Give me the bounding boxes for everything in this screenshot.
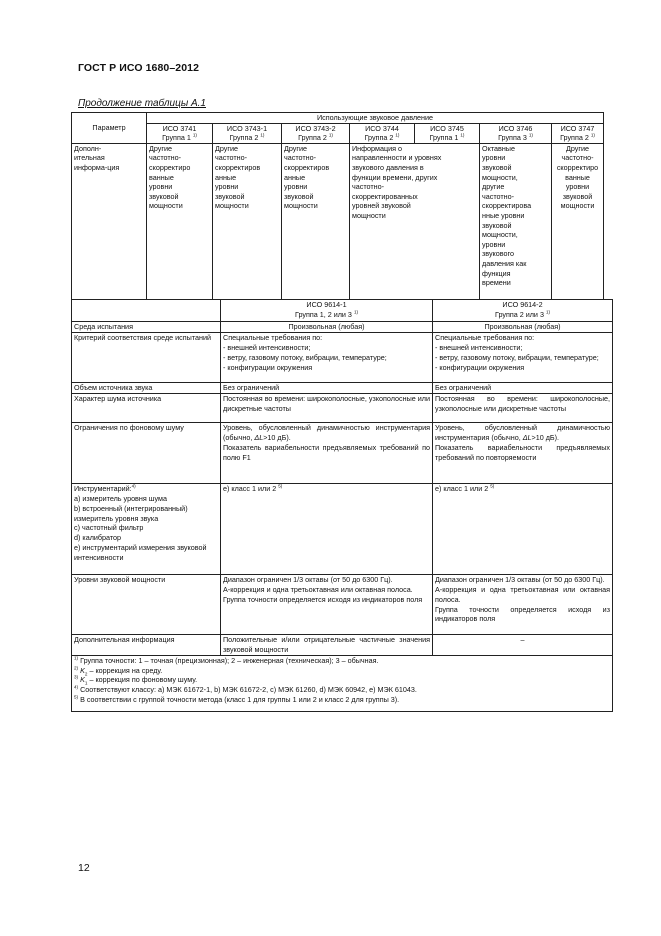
table-cell: Диапазон ограничен 1/3 октавы (от 50 до 6300 Гц). А-коррекция и одна третьоктавная или октавная полоса. Группа точности определяется исходя из индикаторов поля (433, 574, 613, 634)
table-cell: Уровень, обусловленный динамичностью инструментария (обычно, ΔL>10 дБ). Показатель вариабельности предъявляемых требований по повторяемости (433, 422, 613, 483)
table-cell: – (433, 634, 613, 655)
method-header: ИСО 3743-1 Группа 2 $^{1)}$ (213, 123, 282, 143)
param-header: Параметр (72, 113, 147, 144)
intensity-methods-table (71, 299, 613, 712)
empty-header (72, 300, 221, 322)
footnote: $^{1)}$ Группа точности: 1 – точная (прецизионная); 2 – инженерная (техническая); 3 – обычная. (74, 655, 379, 665)
row-label: Характер шума источника (72, 393, 221, 422)
table-cell: Произвольная (любая) (433, 322, 613, 333)
method-header: ИСО 3746 Группа 3 $^{1)}$ (480, 123, 552, 143)
table-cell: Специальные требования по: - внешней интенсивности; - ветру, газовому потоку, вибрации, температуре; - конфигурации окружения (433, 332, 613, 382)
table-cell: Без ограничений (433, 382, 613, 393)
document-header: ГОСТ Р ИСО 1680–2012 (78, 62, 200, 74)
table-cell: Уровень, обусловленный динамичностью инструментария (обычно, ΔL>10 дБ). Показатель вариабельности предъявляемых требований по полю F1 (221, 422, 433, 483)
table-cell: Другие частотно- скорректиров анные уровни звуковой мощности (282, 143, 350, 299)
method-header: ИСО 9614-1 Группа 1, 2 или 3 $^{1)}$ (221, 300, 433, 322)
method-header: ИСО 9614-2 Группа 2 или 3 $^{1)}$ (433, 300, 613, 322)
table-cell: Положительные и/или отрицательные частичные значения звуковой мощности (221, 634, 433, 655)
table-cell: Произвольная (любая) (221, 322, 433, 333)
row-label: Критерий соответствия среде испытаний (72, 332, 221, 382)
footnotes (72, 655, 613, 711)
table-cell: Другие частотно- скорректиров анные уровни звуковой мощности (213, 143, 282, 299)
method-header: ИСО 3743-2 Группа 2 $^{1)}$ (282, 123, 350, 143)
row-label: Уровни звуковой мощности (72, 574, 221, 634)
table-cell: Постоянная во времени: широкополосные, узкополосные или дискретные частоты (433, 393, 613, 422)
row-label: Инструментарий:$^{4)}$ a) измеритель уровня шума b) встроенный (интегрированный) измеритель уровня звука c) частотный фильтр d) калибратор e) инструментарий измерения звуковой интенсивности (72, 483, 221, 574)
row-label: Дополн- ительная информа-ция (72, 143, 147, 299)
footnote: $^{2)}$ $K_2$ – коррекция на среду. (74, 665, 163, 676)
method-header: ИСО 3745 Группа 1 $^{1)}$ (415, 123, 480, 143)
table-cell: Другие частотно- скорректиро ванные уровни звуковой мощности (552, 143, 604, 299)
table-cell: Диапазон ограничен 1/3 октавы (от 50 до 6300 Гц). А-коррекция и одна третьоктавная или октавная полоса. Группа точности определяется исходя из индикаторов поля (221, 574, 433, 634)
table-cell: Информация о направленности и уровнях звукового давления в функции времени, других частотно- скорректированных уровней звуковой мощности (350, 143, 480, 299)
page-number: 12 (78, 862, 90, 874)
method-header: ИСО 3747 Группа 2 $^{1)}$ (552, 123, 604, 143)
group-header: Использующие звуковое давление (147, 113, 604, 124)
table-cell: Октавные уровни звуковой мощности, другие частотно- скорректирова нные уровни звуковой мощности, уровни звукового давления как функция времени (480, 143, 552, 299)
footnote: $^{5)}$ В соответствии с группой точности метода (класс 1 для группы 1 или 2 и класс 2 для группы 3). (74, 694, 400, 705)
footnote: $^{3)}$ $K_1$ – коррекция по фоновому шуму. (74, 675, 198, 686)
table-cell: Без ограничений (221, 382, 433, 393)
table-cell: e) класс 1 или 2 $^{5)}$ (433, 483, 613, 574)
footnote: $^{4)}$ Соответствуют классу: a) МЭК 61672-1, b) МЭК 61672-2, c) МЭК 61260, d) МЭК 60942, e) МЭК 61043. (74, 684, 417, 695)
row-label: Среда испытания (72, 322, 221, 333)
table-cell: e) класс 1 или 2 $^{5)}$ (221, 483, 433, 574)
table-cell: Постоянная во времени: широкополосные, узкополосные или дискретные частоты (221, 393, 433, 422)
row-label: Дополнительная информация (72, 634, 221, 655)
methods-table (71, 112, 604, 300)
table-cell: Другие частотно- скорректиро ванные уровни звуковой мощности (147, 143, 213, 299)
method-header: ИСО 3741 Группа 1 $^{1)}$ (147, 123, 213, 143)
row-label: Объем источника звука (72, 382, 221, 393)
row-label: Ограничения по фоновому шуму (72, 422, 221, 483)
method-header: ИСО 3744 Группа 2 $^{1)}$ (350, 123, 415, 143)
table-cell: Специальные требования по: - внешней интенсивности; - ветру, газовому потоку, вибрации, температуре; - конфигурации окружения (221, 332, 433, 382)
table-caption: Продолжение таблицы А.1 (78, 98, 206, 109)
